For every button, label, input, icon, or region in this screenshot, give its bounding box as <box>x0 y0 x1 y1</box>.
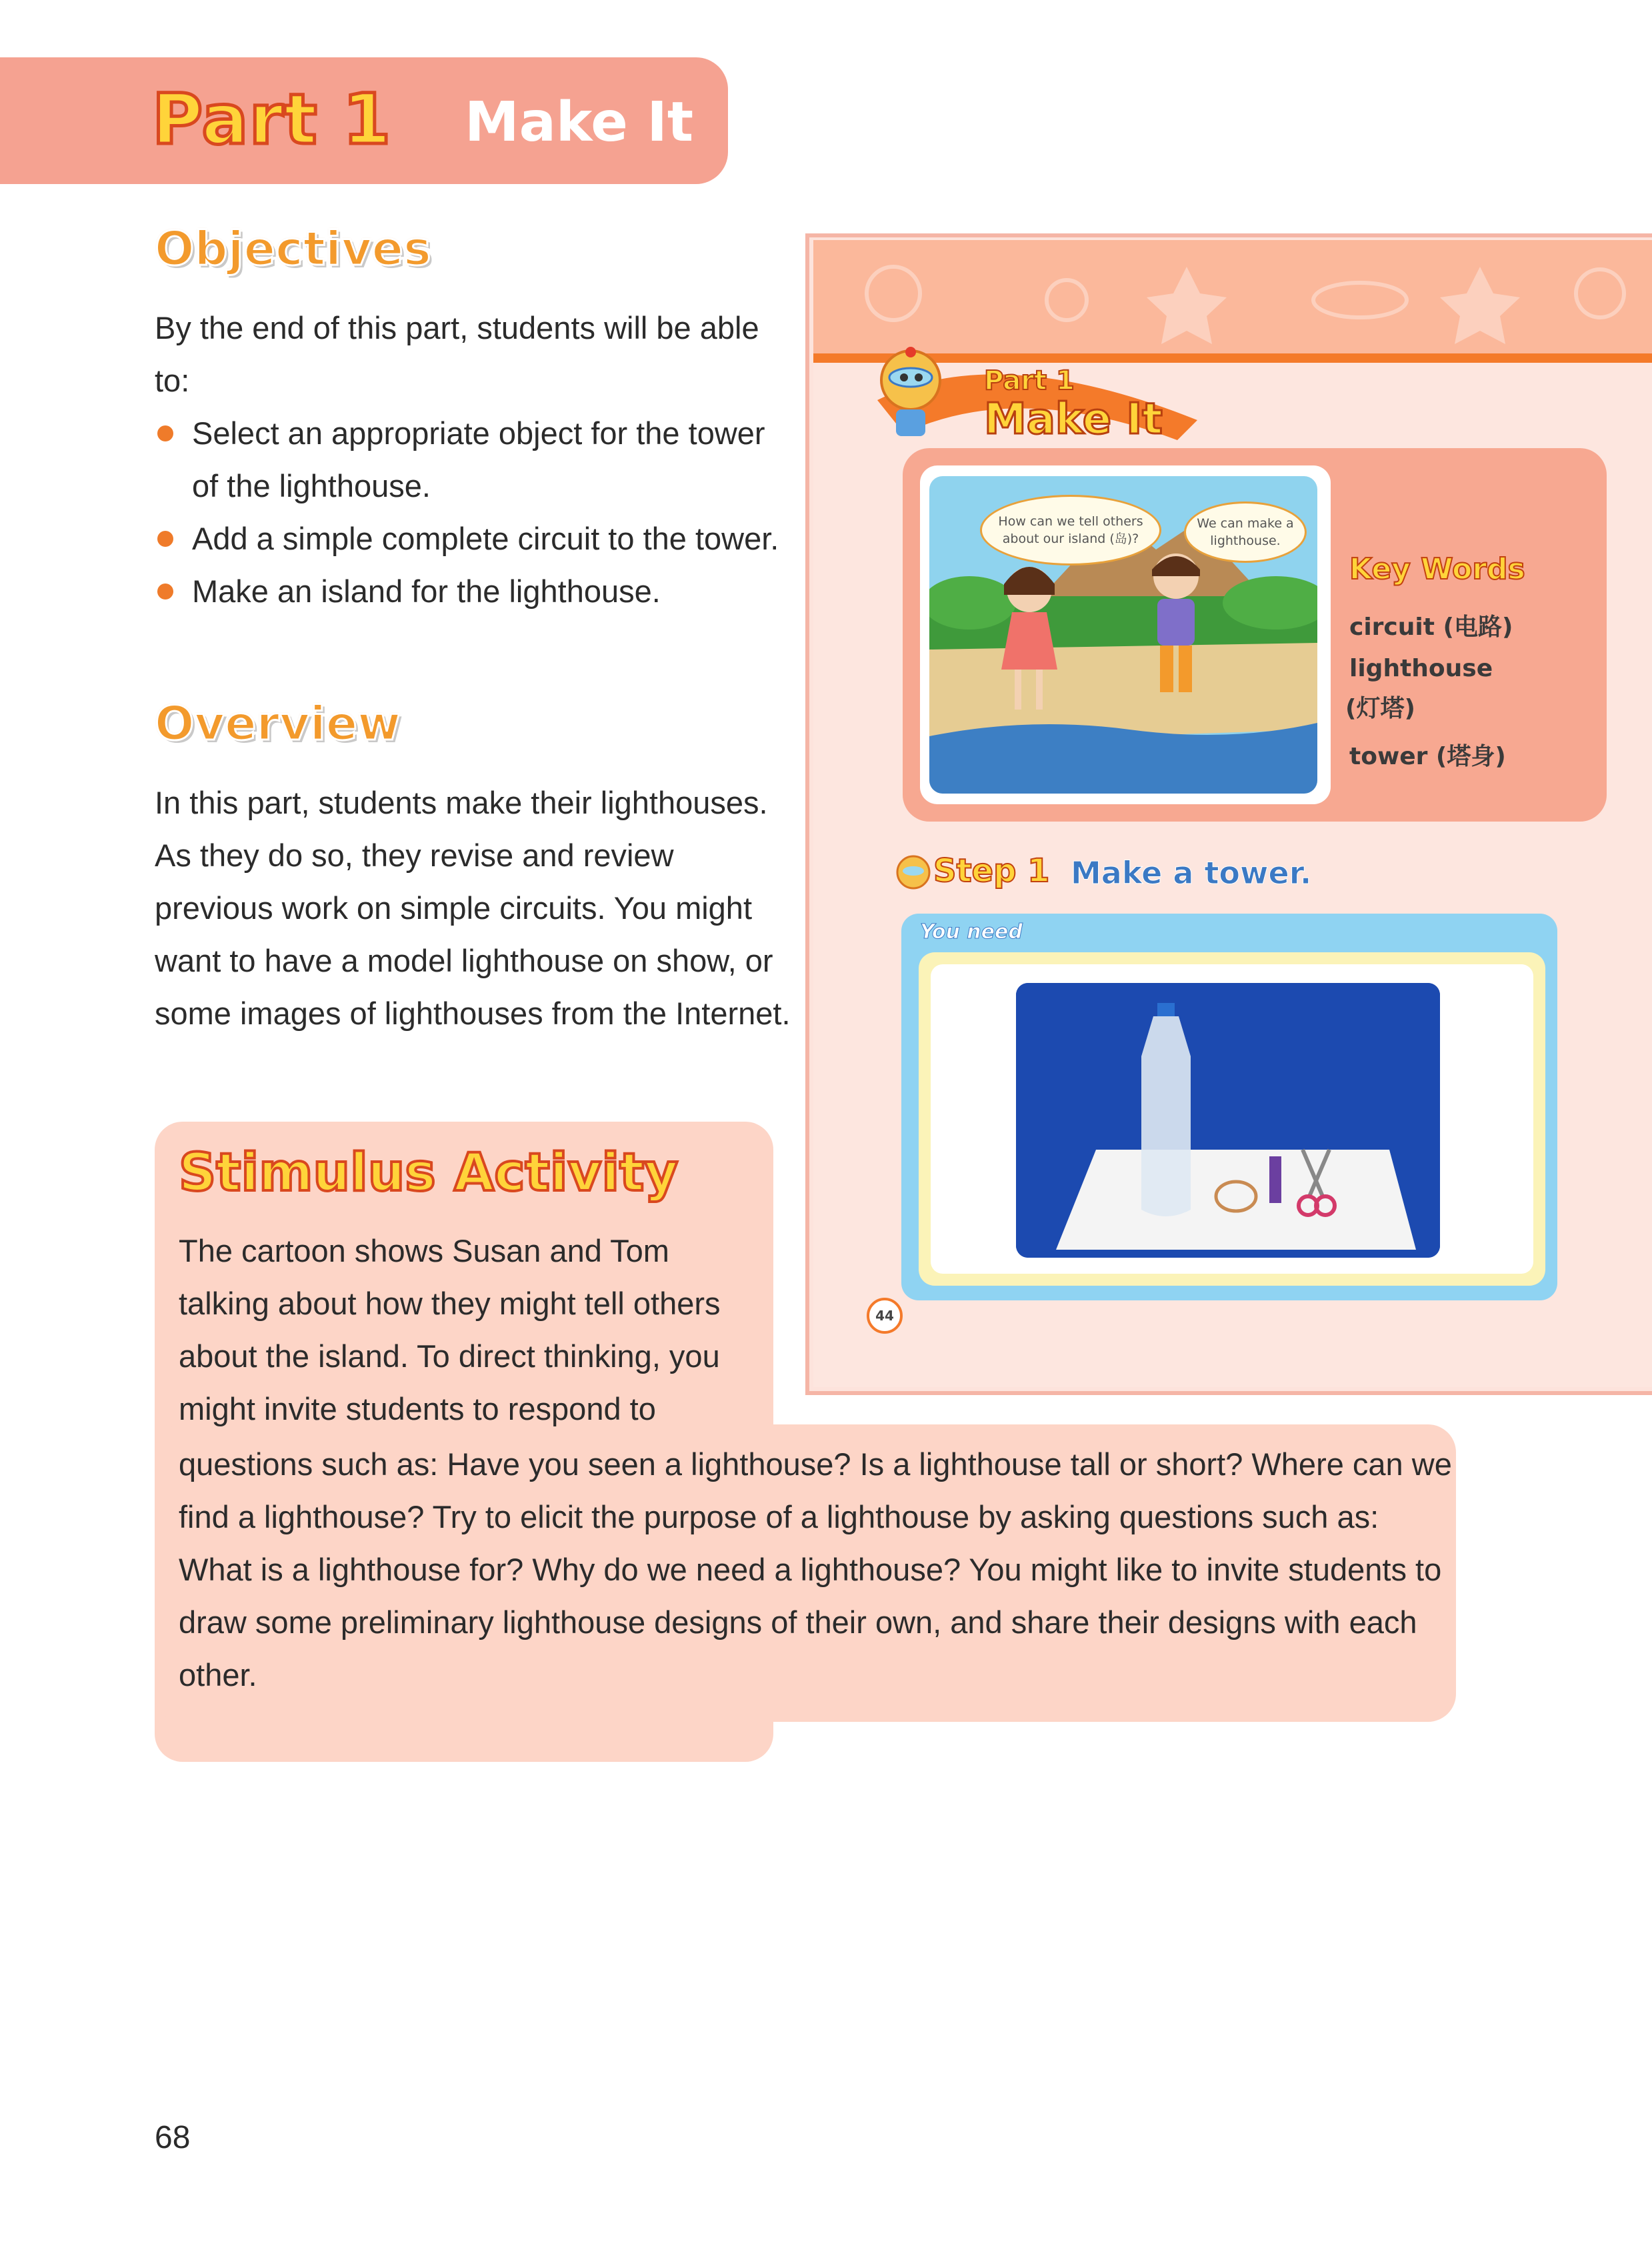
stimulus-text-part1: The cartoon shows Susan and Tom talking about how they might tell others about the island. To direct thinking, you might invite students to respond to <box>179 1233 721 1426</box>
objective-item: Select an appropriate object for the tower of the lighthouse. <box>155 407 795 512</box>
part-title: Part 1 <box>152 79 392 160</box>
overview-text: In this part, students make their lighthouses. As they do so, they revise and review previous work on simple circuits. You might want to have a model lighthouse on show, or some images of lighthouses from the Internet. <box>155 785 791 1031</box>
textbook-title: Make It <box>984 395 1163 444</box>
key-word-term: circuit <box>1349 614 1435 641</box>
step-title: Make a tower. <box>1071 855 1312 891</box>
objective-item: Make an island for the lighthouse. <box>155 565 795 618</box>
overview-heading: Overview <box>155 696 401 751</box>
objectives-intro: By the end of this part, students will be able to: <box>155 310 759 398</box>
step-label: Step 1 <box>933 852 1050 890</box>
stimulus-text-part2: questions such as: Have you seen a lighthouse? Is a lighthouse tall or short? Where can we find a lighthouse? Try to elicit the purpose of a lighthouse by asking questions such as: What is a lighthouse for? Why do we need a lighthouse? You might like to invite students to draw some preliminary lighthouse designs of their own, and share their designs with each other. <box>179 1446 1452 1693</box>
objectives-list <box>155 407 795 618</box>
key-word-circuit <box>1349 608 1513 642</box>
key-word-lighthouse: lighthouse <box>1349 655 1493 682</box>
key-word-term: tower <box>1349 743 1428 770</box>
objective-item: Add a simple complete circuit to the tower. <box>155 512 795 565</box>
page-number: 68 <box>155 2120 191 2155</box>
marker-pen-icon <box>1269 1156 1281 1203</box>
textbook-part-label: Part 1 <box>984 365 1075 396</box>
stimulus-heading: Stimulus Activity <box>179 1143 679 1203</box>
speech-bubble-boy: We can make a lighthouse. <box>1184 501 1307 563</box>
textbook-page-number: 44 <box>867 1298 903 1334</box>
decorative-science-icons <box>813 240 1652 353</box>
section-title: Make It <box>465 91 694 154</box>
step-mascot-icon <box>893 852 933 895</box>
speech-bubble-girl: How can we tell others about our island (岛)? <box>980 495 1161 566</box>
plastic-bottle-icon <box>1141 1003 1191 1216</box>
objectives-heading: Objectives <box>155 221 431 276</box>
materials-photo <box>1016 983 1440 1258</box>
key-word-tower <box>1349 738 1506 772</box>
key-word-translation: (塔身) <box>1435 743 1506 770</box>
you-need-label: You need <box>920 920 1023 944</box>
key-word-translation: (电路) <box>1443 614 1513 641</box>
key-word-lighthouse-translation: (灯塔) <box>1345 695 1415 722</box>
key-words-heading: Key Words <box>1349 552 1525 586</box>
